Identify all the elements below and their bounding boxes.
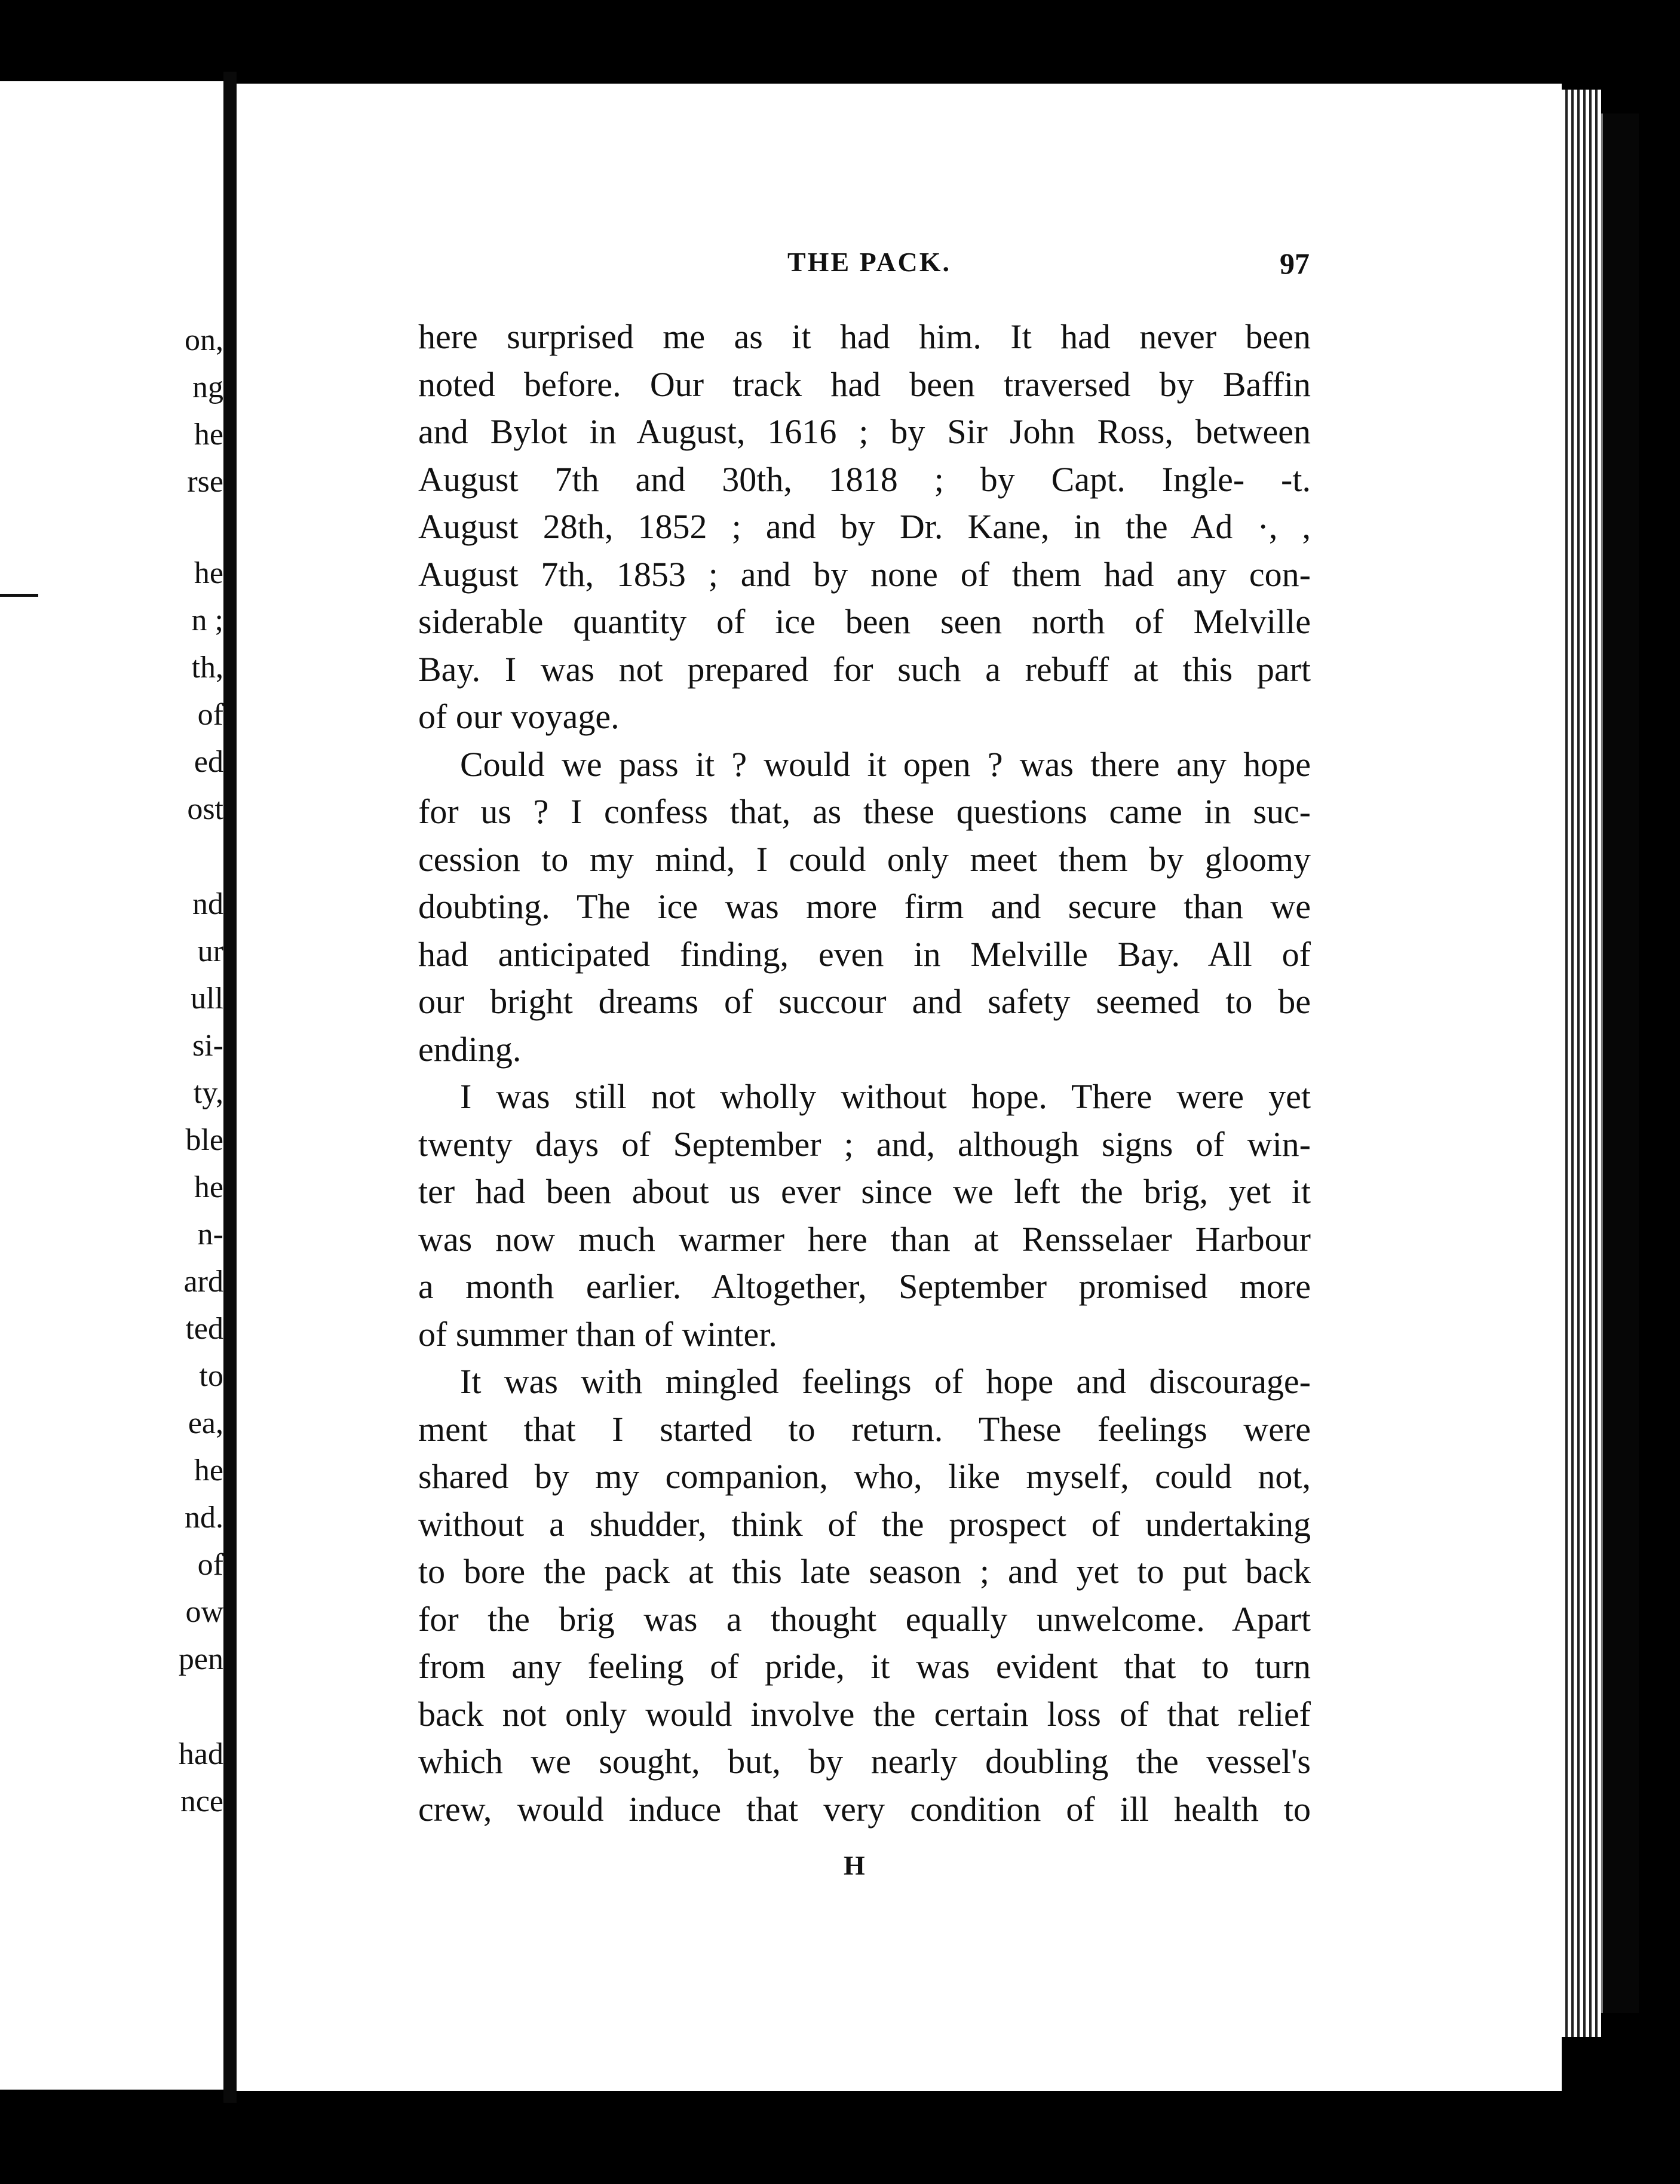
left-page-line-fragment: to [199,1359,223,1393]
text-line: and Bylot in August, 1616 ; by Sir John Ross, between [418,412,1311,451]
book-cover-edge [1601,114,1639,2013]
left-page-line-fragment: ed [194,745,223,779]
text-line: for us ? I confess that, as these questions came in suc- [418,792,1311,831]
signature-mark: H [844,1850,865,1881]
left-page-line-fragment: ea, [188,1406,223,1440]
running-head: THE PACK. [787,247,952,277]
left-page-line-fragment: ty, [193,1076,223,1110]
text-line: Could we pass it ? would it open ? was there any hope [460,744,1311,784]
text-line: noted before. Our track had been traversed by Baffin [418,364,1311,404]
left-page-line-fragment: he [194,1170,223,1204]
left-page-line-fragment: of [197,698,223,732]
left-page-line-fragment: ur [197,934,223,968]
left-page-line-fragment: ble [185,1123,223,1157]
left-page-line-fragment: ard [183,1265,223,1299]
text-line: a month earlier. Altogether, September promised more [418,1267,1311,1306]
text-line: It was with mingled feelings of hope and discourage- [460,1362,1311,1401]
text-line: August 7th and 30th, 1818 ; by Capt. Ingle- -t. [418,459,1311,499]
page-edges [1562,90,1601,2037]
left-page-line-fragment: ost [187,792,223,826]
text-line: ter had been about us ever since we left the brig, yet it [418,1172,1311,1211]
text-line: siderable quantity of ice been seen north of Melville [418,602,1311,641]
text-line: August 28th, 1852 ; and by Dr. Kane, in the Ad ·, , [418,507,1311,546]
left-facing-page [0,81,226,2090]
left-page-line-fragment: he [194,1453,223,1487]
text-line: for the brig was a thought equally unwelcome. Apart [418,1599,1311,1639]
text-line: our bright dreams of succour and safety seemed to be [418,982,1311,1021]
text-line: doubting. The ice was more firm and secure than we [418,887,1311,926]
left-page-line-fragment: rse [187,465,223,499]
text-line: of our voyage. [418,697,620,736]
left-page-line-fragment: on, [185,323,223,357]
left-page-line-fragment: nd [192,887,223,921]
left-page-line-fragment: n- [197,1217,223,1251]
text-line: August 7th, 1853 ; and by none of them had any con- [418,554,1311,594]
text-line: ending. [418,1029,522,1069]
text-line: cession to my mind, I could only meet them by gloomy [418,839,1311,879]
text-line: ment that I started to return. These feelings were [418,1409,1311,1449]
left-page-line-fragment: of [197,1548,223,1582]
left-page-line-fragment: ull [191,981,223,1016]
left-page-line-fragment: ng [192,370,223,404]
text-line: from any feeling of pride, it was evident that to turn [418,1647,1311,1686]
left-page-line-fragment: he [194,418,223,452]
text-line: was now much warmer here than at Rensselaer Harbour [418,1219,1311,1259]
text-line: had anticipated finding, even in Melville Bay. All of [418,934,1311,974]
left-page-rule [0,594,38,597]
text-line: here surprised me as it had him. It had never been [418,317,1311,356]
left-page-line-fragment: ow [185,1595,223,1629]
body-text [418,313,1311,1833]
left-page-line-fragment: nd. [185,1501,223,1535]
text-line: Bay. I was not prepared for such a rebuff at this part [418,649,1311,689]
text-line: to bore the pack at this late season ; and yet to put back [418,1552,1311,1591]
left-page-line-fragment: n ; [191,603,223,637]
text-line: of summer than of winter. [418,1314,777,1354]
text-line: which we sought, but, by nearly doubling the vessel's [418,1742,1311,1781]
left-page-line-fragment: pen [178,1642,223,1676]
page-number: 97 [1280,247,1310,280]
text-line: crew, would induce that very condition of ill health to [418,1789,1311,1829]
left-page-line-fragment: si- [192,1029,223,1063]
left-page-line-fragment: he [194,556,223,590]
text-line: back not only would involve the certain loss of that relief [418,1694,1311,1734]
book-gutter [223,72,237,2103]
left-page-line-fragment: th, [191,651,223,685]
text-line: twenty days of September ; and, although signs of win- [418,1124,1311,1164]
text-line: shared by my companion, who, like myself, could not, [418,1457,1311,1496]
left-page-line-fragment: nce [180,1784,223,1818]
text-line: without a shudder, think of the prospect of undertaking [418,1504,1311,1544]
left-page-line-fragment: ted [185,1312,223,1346]
text-line: I was still not wholly without hope. There were yet [460,1077,1311,1116]
left-page-line-fragment: had [178,1737,223,1771]
